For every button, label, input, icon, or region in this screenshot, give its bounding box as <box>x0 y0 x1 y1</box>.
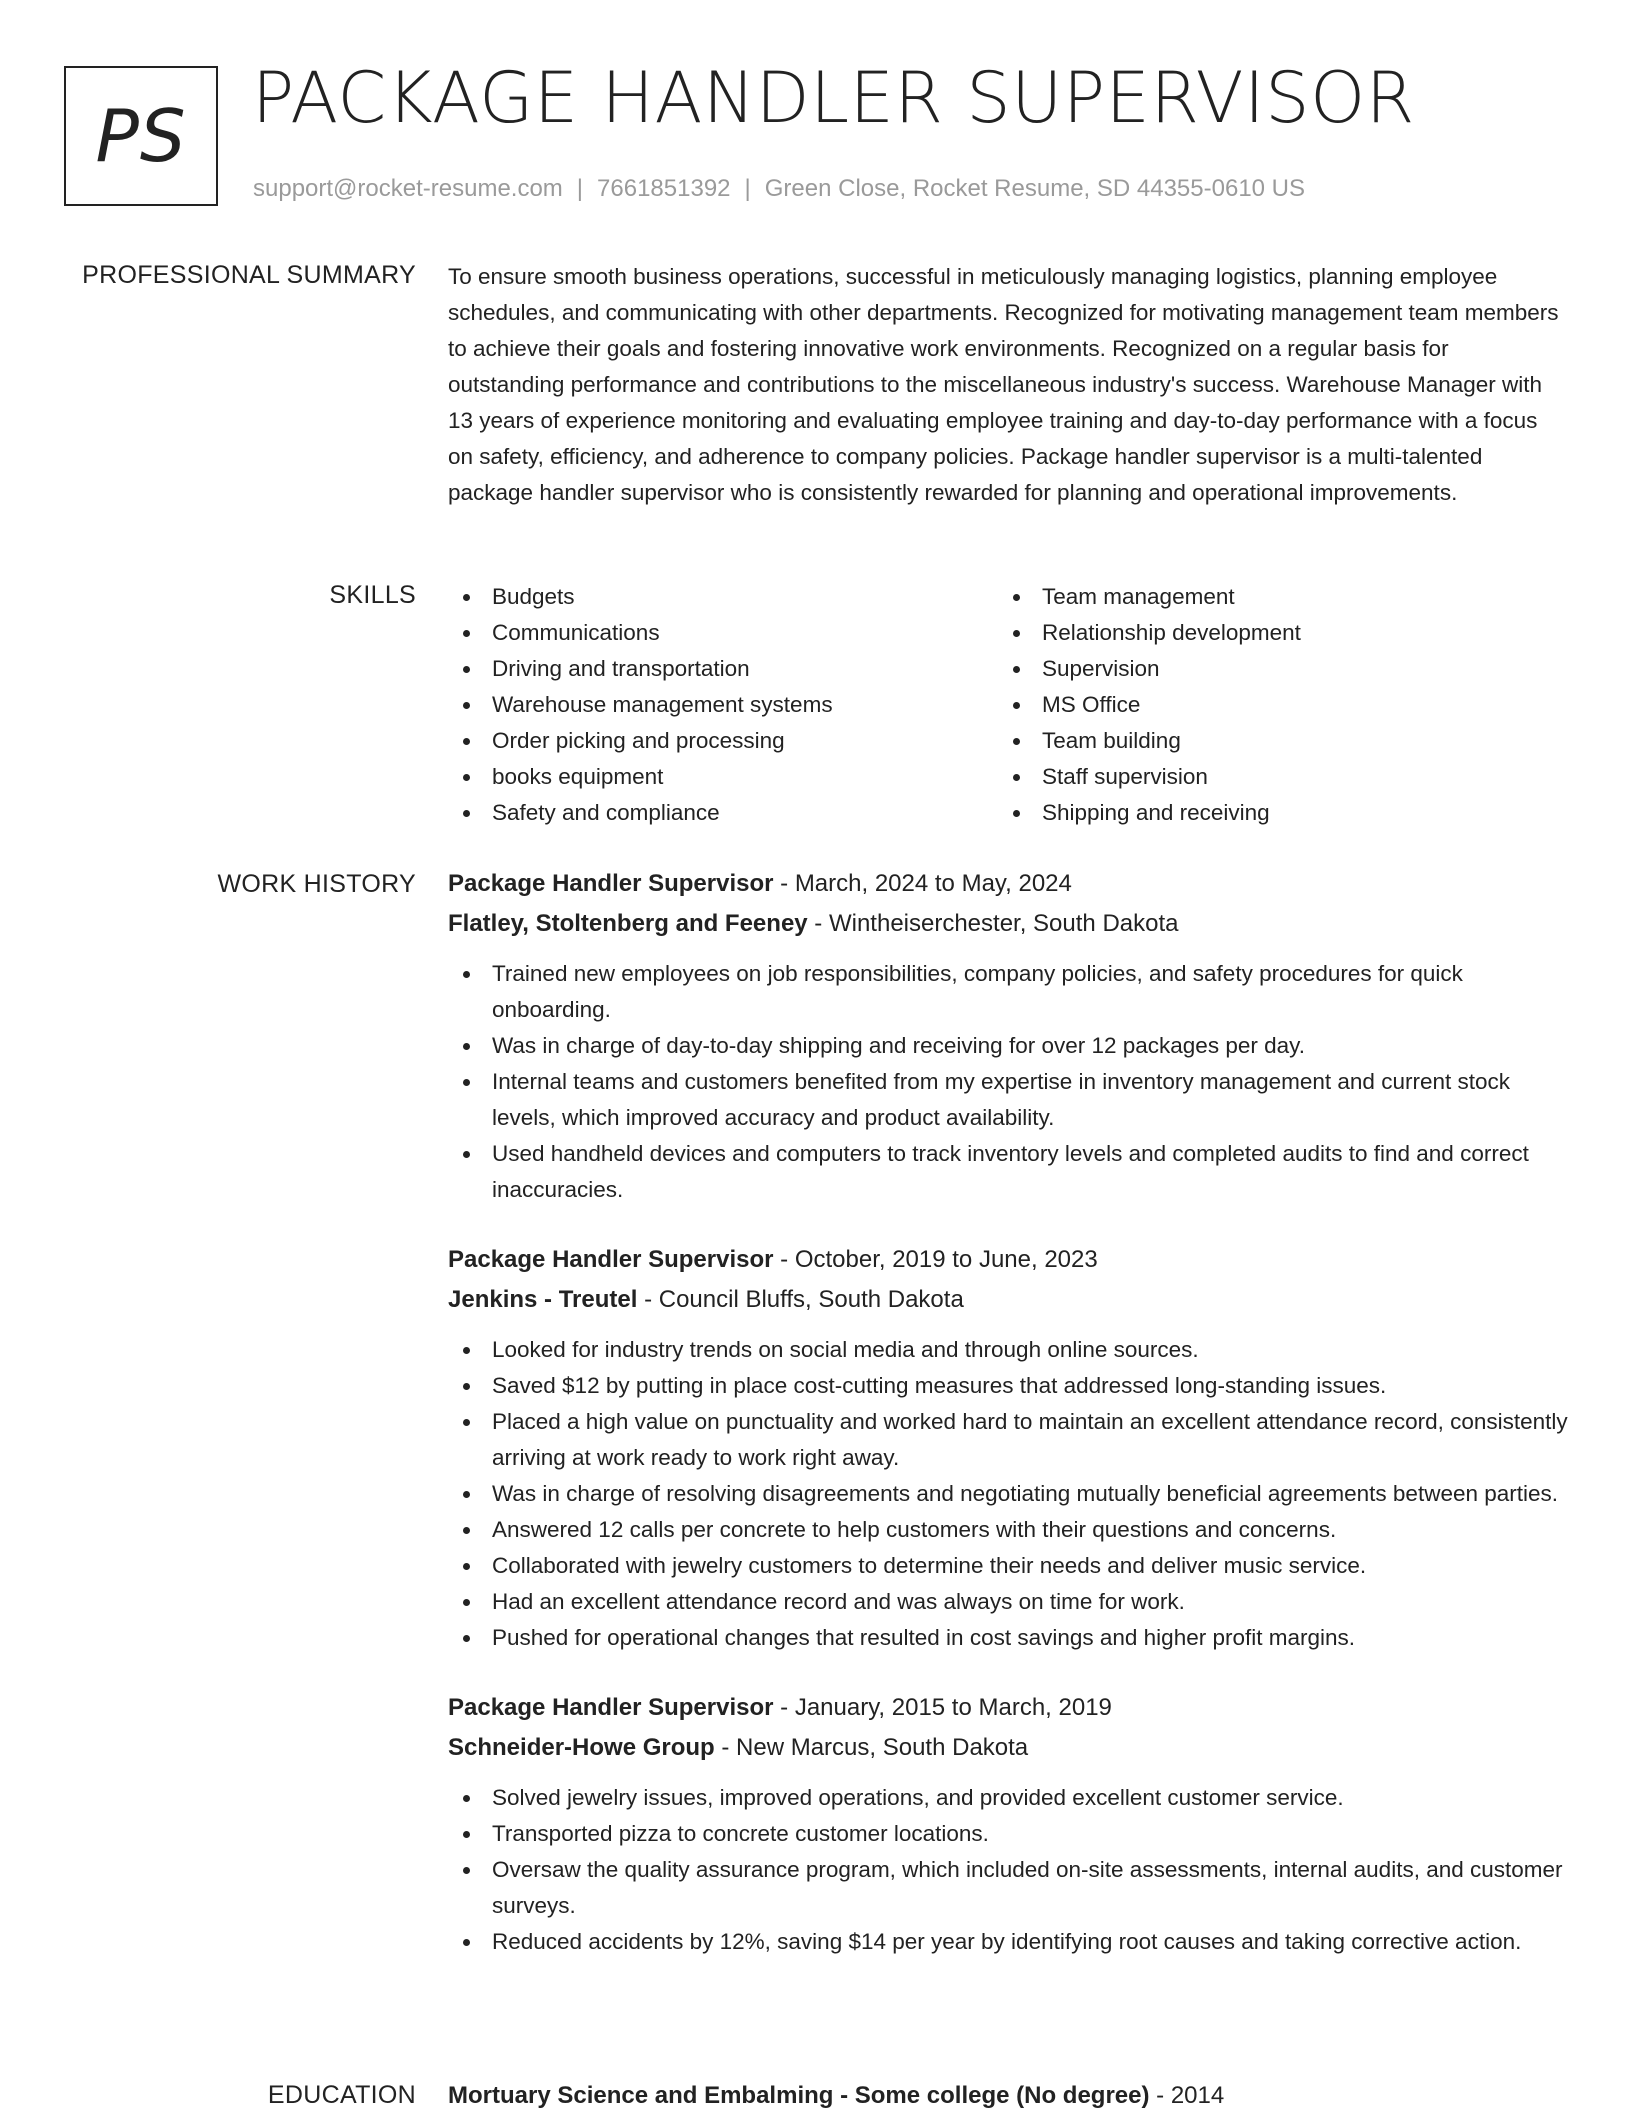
job-company-line <box>448 1280 1568 1320</box>
job-title: Package Handler Supervisor <box>448 870 774 897</box>
skills-list-left <box>448 579 998 831</box>
job-bullet: Trained new employees on job responsibilities, company policies, and safety procedures for quick onboarding. <box>448 956 1568 1028</box>
page-title: PACKAGE HANDLER SUPERVISOR <box>252 57 1415 139</box>
skill-item: Shipping and receiving <box>998 795 1548 831</box>
job-company: Flatley, Stoltenberg and Feeney <box>448 910 808 937</box>
job-bullet: Internal teams and customers benefited from my expertise in inventory management and current stock levels, which improved accuracy and product availability. <box>448 1064 1568 1136</box>
monogram-initials: PS <box>95 94 187 178</box>
section-label-education: EDUCATION <box>267 2081 416 2109</box>
skill-item: Team management <box>998 579 1548 615</box>
skill-item: Relationship development <box>998 615 1548 651</box>
work-history-body <box>448 864 1568 1960</box>
job-dates: - March, 2024 to May, 2024 <box>773 870 1072 897</box>
skill-item: Safety and compliance <box>448 795 998 831</box>
skill-item: Driving and transportation <box>448 651 998 687</box>
job-title-line <box>448 864 1568 904</box>
job-bullets <box>448 956 1568 1208</box>
job-title: Package Handler Supervisor <box>448 1694 774 1721</box>
job-bullet: Saved $12 by putting in place cost-cutting measures that addressed long-standing issues. <box>448 1368 1568 1404</box>
education-line <box>448 2076 1568 2116</box>
job-location: - Wintheiserchester, South Dakota <box>807 910 1179 937</box>
job-company: Schneider-Howe Group <box>448 1734 715 1761</box>
section-label-summary: PROFESSIONAL SUMMARY <box>82 261 416 289</box>
job-bullet: Used handheld devices and computers to track inventory levels and completed audits to find and correct inaccuracies. <box>448 1136 1568 1208</box>
job-company-line <box>448 1728 1568 1768</box>
job-bullet: Answered 12 calls per concrete to help customers with their questions and concerns. <box>448 1512 1568 1548</box>
job-title-line <box>448 1688 1568 1728</box>
job-bullet: Was in charge of day-to-day shipping and receiving for over 12 packages per day. <box>448 1028 1568 1064</box>
job-dates: - October, 2019 to June, 2023 <box>773 1246 1098 1273</box>
summary-text: To ensure smooth business operations, successful in meticulously managing logistics, planning employee schedules, and communicating with other departments. Recognized for motivating management team members to achieve their goals and fostering innovative work environments. Recognized on a regular basis for outstanding performance and contributions to the miscellaneous industry's success. Warehouse Manager with 13 years of experience monitoring and evaluating employee training and day-to-day performance with a focus on safety, efficiency, and adherence to company policies. Package handler supervisor is a multi-talented package handler supervisor who is consistently rewarded for planning and operational improvements. <box>448 264 1559 505</box>
job-bullet: Placed a high value on punctuality and worked hard to maintain an excellent attendance record, consistently arriving at work ready to work right away. <box>448 1404 1568 1476</box>
skills-list-right <box>998 579 1548 831</box>
job-bullet: Looked for industry trends on social media and through online sources. <box>448 1332 1568 1368</box>
contact-separator: | <box>576 175 584 202</box>
skill-item: MS Office <box>998 687 1548 723</box>
job-bullet: Pushed for operational changes that resulted in cost savings and higher profit margins. <box>448 1620 1568 1656</box>
skill-item: books equipment <box>448 759 998 795</box>
section-label-skills: SKILLS <box>329 581 416 609</box>
job-bullets <box>448 1780 1568 1960</box>
job-title: Package Handler Supervisor <box>448 1246 774 1273</box>
skills-body <box>448 579 1568 831</box>
job-dates: - January, 2015 to March, 2019 <box>773 1694 1112 1721</box>
skill-item: Communications <box>448 615 998 651</box>
job-entry <box>448 864 1568 1208</box>
contact-address: Green Close, Rocket Resume, SD 44355-0610 US <box>764 175 1306 202</box>
contact-line <box>253 175 1305 203</box>
job-location: - Council Bluffs, South Dakota <box>637 1286 964 1313</box>
job-company: Jenkins - Treutel <box>448 1286 638 1313</box>
skills-grid <box>448 579 1568 831</box>
skill-item: Team building <box>998 723 1548 759</box>
contact-separator: | <box>744 175 751 202</box>
skill-item: Supervision <box>998 651 1548 687</box>
contact-phone: 7661851392 <box>597 175 731 202</box>
job-company-line <box>448 904 1568 944</box>
contact-email: support@rocket-resume.com <box>253 175 563 202</box>
education-body <box>448 2076 1568 2116</box>
skill-item: Order picking and processing <box>448 723 998 759</box>
education-degree: Mortuary Science and Embalming - Some college (No degree) <box>448 2082 1150 2109</box>
job-bullet: Was in charge of resolving disagreements and negotiating mutually beneficial agreements between parties. <box>448 1476 1568 1512</box>
job-bullet: Oversaw the quality assurance program, which included on-site assessments, internal audits, and customer surveys. <box>448 1852 1568 1924</box>
section-label-work-history: WORK HISTORY <box>217 870 416 898</box>
job-title-line <box>448 1240 1568 1280</box>
skill-item: Staff supervision <box>998 759 1548 795</box>
job-bullet: Collaborated with jewelry customers to determine their needs and deliver music service. <box>448 1548 1568 1584</box>
job-entry <box>448 1240 1568 1656</box>
job-location: - New Marcus, South Dakota <box>714 1734 1029 1761</box>
job-bullet: Solved jewelry issues, improved operations, and provided excellent customer service. <box>448 1780 1568 1816</box>
summary-body <box>448 259 1568 511</box>
job-bullet: Had an excellent attendance record and was always on time for work. <box>448 1584 1568 1620</box>
job-bullets <box>448 1332 1568 1656</box>
skill-item: Budgets <box>448 579 998 615</box>
job-entry <box>448 1688 1568 1960</box>
education-year: - 2014 <box>1149 2082 1225 2109</box>
job-bullet: Reduced accidents by 12%, saving $14 per year by identifying root causes and taking corrective action. <box>448 1924 1568 1960</box>
job-bullet: Transported pizza to concrete customer locations. <box>448 1816 1568 1852</box>
monogram-badge <box>64 66 218 206</box>
skill-item: Warehouse management systems <box>448 687 998 723</box>
